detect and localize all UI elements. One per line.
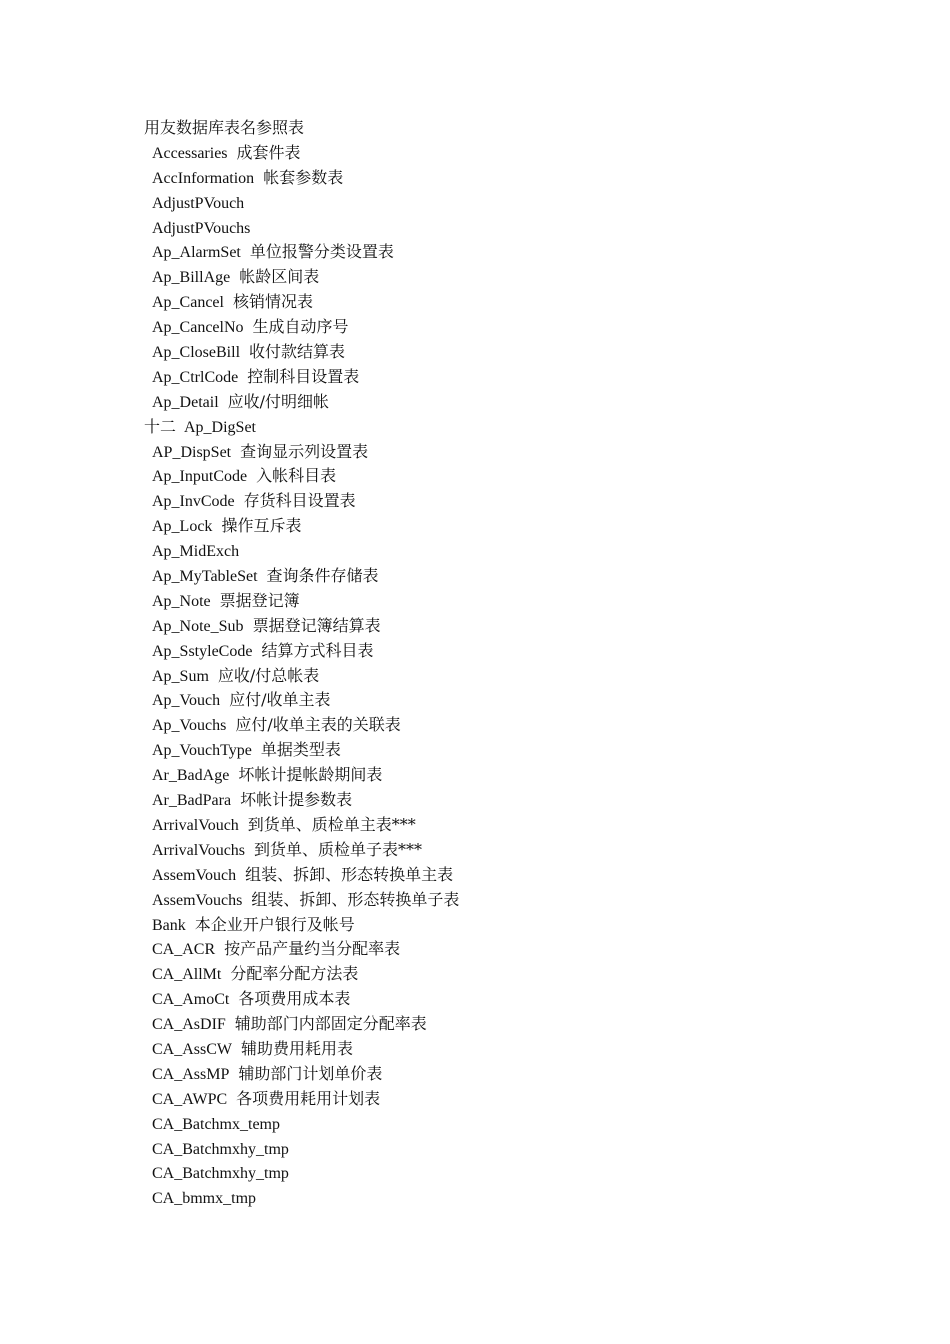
list-item: [144, 1012, 904, 1037]
list-item: [144, 464, 904, 489]
table-description: 组装、拆卸、形态转换单主表: [245, 864, 454, 884]
list-item: [144, 415, 904, 440]
table-name: Ar_BadAge: [152, 767, 230, 785]
list-item: [144, 564, 904, 589]
list-item: [144, 987, 904, 1012]
table-description: 结算方式科目表: [261, 640, 374, 660]
table-description: 各项费用耗用计划表: [236, 1088, 381, 1108]
list-item: [144, 1161, 904, 1186]
table-name: Ap_Lock: [152, 518, 213, 536]
table-name: AdjustPVouchs: [152, 219, 251, 237]
table-name: Ap_MidExch: [152, 543, 240, 561]
table-description: 到货单、质检单主表***: [247, 814, 416, 834]
list-item: [144, 440, 904, 465]
list-item: [144, 166, 904, 191]
table-name: CA_bmmx_tmp: [152, 1190, 257, 1208]
table-name: CA_AsDIF: [152, 1016, 226, 1034]
table-name: CA_AllMt: [152, 966, 222, 984]
list-item: [144, 191, 904, 216]
table-name: AccInformation: [152, 169, 255, 187]
list-item: [144, 340, 904, 365]
table-name: Ap_MyTableSet: [152, 568, 258, 586]
table-description: 核销情况表: [232, 292, 313, 312]
table-description: 成套件表: [236, 142, 301, 162]
list-item: [144, 141, 904, 166]
list-item: [144, 365, 904, 390]
table-description: 按产品产量约当分配率表: [224, 939, 401, 959]
table-name: CA_AWPC: [152, 1090, 228, 1108]
table-description: 帐套参数表: [263, 167, 344, 187]
list-item: [144, 1112, 904, 1137]
table-name: AdjustPVouch: [152, 194, 245, 212]
list-item: [144, 539, 904, 564]
table-name: Ap_CloseBill: [152, 344, 241, 362]
list-item: [144, 390, 904, 415]
table-name: Ap_AlarmSet: [152, 244, 241, 262]
table-name: Ap_Vouch: [152, 692, 221, 710]
table-name: CA_AssMP: [152, 1065, 230, 1083]
list-item: [144, 763, 904, 788]
table-name: Ap_BillAge: [152, 269, 231, 287]
table-description: 查询条件存储表: [266, 566, 379, 586]
table-description: 本企业开户银行及帐号: [194, 914, 355, 934]
table-description: 辅助部门内部固定分配率表: [234, 1014, 427, 1034]
list-item: [144, 265, 904, 290]
table-description: 单据类型表: [260, 740, 341, 760]
document-title: 用友数据库表名参照表: [144, 118, 305, 137]
table-description: 控制科目设置表: [247, 366, 360, 386]
list-item: [144, 888, 904, 913]
table-name: Ap_InvCode: [152, 493, 235, 511]
list-item: [144, 913, 904, 938]
table-description: 帐龄区间表: [239, 267, 320, 287]
table-name: Ap_Vouchs: [152, 717, 227, 735]
table-name: CA_Batchmxhy_tmp: [152, 1140, 289, 1158]
table-description: 入帐科目表: [256, 466, 337, 486]
table-name: CA_ACR: [152, 941, 216, 959]
list-item: [144, 589, 904, 614]
table-description: 坏帐计提参数表: [240, 790, 353, 810]
table-description: 坏帐计提帐龄期间表: [238, 765, 383, 785]
table-description: 应付/收单主表: [229, 690, 331, 710]
table-name: ArrivalVouch: [152, 816, 239, 834]
table-description: 分配率分配方法表: [230, 964, 359, 984]
list-item: [144, 216, 904, 241]
list-item: [144, 1137, 904, 1162]
table-description: 单位报警分类设置表: [249, 242, 394, 262]
list-item: [144, 813, 904, 838]
table-description: 应收/付总帐表: [217, 665, 320, 685]
list-item: [144, 962, 904, 987]
table-name: Ap_InputCode: [152, 468, 248, 486]
table-description: 到货单、质检单子表***: [254, 839, 423, 859]
table-name: AP_DispSet: [152, 443, 232, 461]
list-item: [144, 290, 904, 315]
table-name: Accessaries: [152, 144, 228, 162]
table-name-list: [144, 141, 904, 1211]
list-item: [144, 937, 904, 962]
table-name: Ap_CtrlCode: [152, 368, 239, 386]
list-item: [144, 863, 904, 888]
table-description: 票据登记簿: [219, 590, 300, 610]
table-name: Ap_Cancel: [152, 294, 224, 312]
table-description: 收付款结算表: [249, 342, 346, 362]
list-item: [144, 514, 904, 539]
list-item: [144, 713, 904, 738]
list-item: [144, 1186, 904, 1211]
table-name: Ap_Note_Sub: [152, 617, 244, 635]
table-name: CA_Batchmx_temp: [152, 1115, 280, 1133]
table-name: Ap_CancelNo: [152, 319, 244, 337]
table-description: 辅助部门计划单价表: [238, 1063, 383, 1083]
table-description: 各项费用成本表: [238, 989, 351, 1009]
table-name: Ar_BadPara: [152, 792, 232, 810]
list-item: [144, 1087, 904, 1112]
table-name: Ap_Sum: [152, 667, 209, 685]
table-name: Ap_SstyleCode: [152, 642, 253, 660]
table-description: 操作互斥表: [221, 516, 302, 536]
table-name: 十二 Ap_DigSet: [144, 418, 257, 436]
list-item: [144, 614, 904, 639]
table-name: CA_AmoCt: [152, 991, 230, 1009]
list-item: [144, 639, 904, 664]
table-name: Bank: [152, 916, 186, 934]
table-name: Ap_VouchType: [152, 742, 252, 760]
table-name: Ap_Detail: [152, 393, 219, 411]
list-item: [144, 688, 904, 713]
list-item: [144, 664, 904, 689]
table-description: 查询显示列设置表: [240, 441, 369, 461]
table-name: CA_Batchmxhy_tmp: [152, 1165, 289, 1183]
document-page: [144, 116, 904, 1211]
list-item: [144, 838, 904, 863]
table-description: 票据登记簿结算表: [252, 615, 381, 635]
list-item: [144, 788, 904, 813]
list-item: [144, 489, 904, 514]
list-item: [144, 1037, 904, 1062]
list-item: [144, 738, 904, 763]
table-name: Ap_Note: [152, 592, 211, 610]
list-item: [144, 1062, 904, 1087]
table-name: AssemVouch: [152, 866, 237, 884]
list-item: [144, 315, 904, 340]
table-description: 存货科目设置表: [243, 491, 356, 511]
table-description: 应付/收单主表的关联表: [235, 715, 401, 735]
table-name: ArrivalVouchs: [152, 841, 246, 859]
table-name: CA_AssCW: [152, 1040, 233, 1058]
table-description: 辅助费用耗用表: [241, 1038, 354, 1058]
table-description: 生成自动序号: [252, 317, 349, 337]
list-item: [144, 240, 904, 265]
table-description: 组装、拆卸、形态转换单子表: [251, 889, 460, 909]
table-description: 应收/付明细帐: [227, 391, 330, 411]
table-name: AssemVouchs: [152, 891, 243, 909]
